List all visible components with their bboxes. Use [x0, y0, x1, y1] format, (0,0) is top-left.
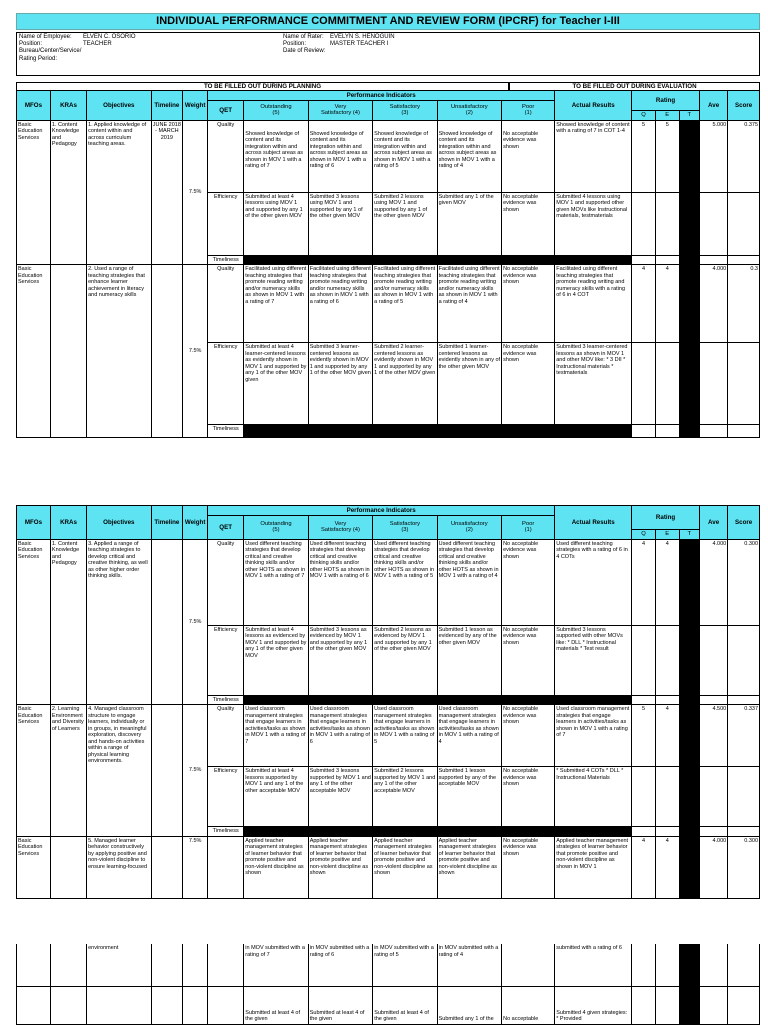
header-objectives: Objectives [87, 506, 151, 540]
quality-indicator-2: Showed knowledge of content and its integration within and across subject areas as shown in MOV 1 with a rating of 4 [437, 120, 501, 192]
efficiency-indicator-2: Submitted 1 lesson as evidenced by any of the other given MOV [437, 625, 501, 695]
quality-indicator-4: Applied teacher management strategies of learner behavior that promote positive and non-violent discipline as shown [308, 836, 372, 898]
efficiency-indicator-1: No acceptable evidence was shown [502, 767, 555, 827]
rating-q: 4 [632, 539, 656, 625]
quality-indicator-3: Applied teacher management strategies of learner behavior that promote positive and non-violent discipline as shown [373, 836, 437, 898]
header-actual-results: Actual Results [555, 506, 632, 540]
average-value: 4.000 [699, 836, 727, 898]
average-value: 4.000 [699, 539, 727, 625]
rating-t-blank [679, 705, 699, 837]
weight-cell: 7.5% [183, 705, 208, 837]
header-kras: KRAs [50, 506, 86, 540]
quality-indicator-5: Used classroom management strategies that engage learners in activities/tasks as shown in MOV 1 with a rating of 7 [244, 705, 308, 767]
rating-t-blank [679, 836, 699, 898]
objective-cell: 5. Managed learner behavior constructively by applying positive and non-violent discipline to ensure learning-focused [87, 836, 151, 898]
employee-info-box [16, 32, 760, 76]
review-date-label: Date of Review: [283, 48, 326, 55]
qet-efficiency: Efficiency [208, 343, 244, 425]
mfo-cell: Basic Education Services [17, 539, 51, 705]
efficiency-indicator-5: Submitted at least 4 learner-centered lessons as evidently shown in MOV 1 and supported by any 1 of the other MOV given [244, 343, 308, 425]
evaluation-phase-header: TO BE FILLED OUT DURING EVALUATION [509, 82, 760, 91]
efficiency-indicator-3: Submitted at least 4 of the given [373, 986, 437, 1024]
header-mfos: MFOs [17, 91, 51, 121]
quality-indicator-3: in MOV submitted with a rating of 5 [373, 944, 437, 986]
efficiency-indicator-2: Submitted 1 lesson supported by any of the acceptable MOV [437, 767, 501, 827]
qet-timeliness: Timeliness [208, 425, 244, 438]
header-timeline: Timeline [151, 506, 183, 540]
efficiency-indicator-3: Submitted 2 lessons using MOV 1 and supported by any 1 of the other given MOV [373, 192, 437, 255]
weight-cell: 7.5% [183, 265, 208, 438]
rating-e: 4 [655, 265, 679, 343]
objective-cell: environment [87, 944, 151, 986]
timeliness-bar [244, 425, 632, 438]
header-satisfactory: Satisfactory (3) [373, 101, 437, 121]
planning-phase-header: TO BE FILLED OUT DURING PLANNING [16, 82, 509, 91]
header-qet: QET [208, 516, 244, 540]
header-score: Score [728, 91, 760, 121]
quality-indicator-4: Used different teaching strategies that develop critical and creative thinking skills and/or other HOTS as shown in MOV 1 with a rating of 6 [308, 539, 372, 625]
rating-t-blank [679, 120, 699, 265]
timeline-cell [151, 705, 183, 837]
quality-indicator-5: in MOV submitted with a rating of 7 [244, 944, 308, 986]
qet-efficiency: Efficiency [208, 192, 244, 255]
bureau-label: Bureau/Center/Service/ [19, 48, 82, 55]
efficiency-indicator-1: No acceptable [502, 986, 555, 1024]
qet-quality: Quality [208, 705, 244, 767]
qet-quality: Quality [208, 265, 244, 343]
quality-indicator-5: Used different teaching strategies that develop critical and creative thinking skills and/or other HOTS as shown in MOV 1 with a rating of 7 [244, 539, 308, 625]
timeline-cell [151, 265, 183, 438]
header-poor: Poor (1) [502, 516, 555, 540]
average-value: 5.000 [699, 120, 727, 192]
timeline-cell: JUNE 2018 - MARCH 2019 [151, 120, 183, 265]
qet-timeliness: Timeliness [208, 255, 244, 265]
score-value: 0.3 [728, 265, 760, 343]
position-label: Position: [19, 41, 43, 48]
quality-indicator-4: Facilitated using different teaching strategies that promote reading writing and/or numeracy skills as shown in MOV 1 with a rating of 6 [308, 265, 372, 343]
timeliness-bar [244, 827, 632, 837]
quality-indicator-2: Used classroom management strategies that engage learners in activities/tasks as shown in MOV 1 with a rating of 4 [437, 705, 501, 767]
quality-indicator-5: Applied teacher management strategies of learner behavior that promote positive and non-violent discipline as shown [244, 836, 308, 898]
rater-info-right [283, 34, 395, 56]
header-very-satisfactory: Very Satisfactory (4) [308, 101, 372, 121]
rating-t-blank [679, 265, 699, 438]
weight-cell: 7.5% [183, 120, 208, 265]
header-objectives: Objectives [87, 91, 151, 121]
rating-e: 4 [655, 539, 679, 625]
rater-position-value: MASTER TEACHER I [330, 41, 389, 48]
header-qet: QET [208, 101, 244, 121]
qet-quality: Quality [208, 120, 244, 192]
rater-position-label: Position: [283, 41, 307, 48]
objective-cell: 1. Applied knowledge of content within and across curriculum teaching areas. [87, 120, 151, 265]
quality-indicator-2: in MOV submitted with a rating of 4 [437, 944, 501, 986]
quality-indicator-2: Used different teaching strategies that develop critical and creative thinking skills and/or other HOTS as shown in MOV 1 with a rating of 4 [437, 539, 501, 625]
efficiency-actual-result: Submitted 4 lessons using MOV 1 and supported other given MOVs like Instructional materials, testmaterials [555, 192, 632, 255]
rater-label: Name of Rater: [283, 34, 324, 40]
quality-actual-result: submitted with a rating of 6 [555, 944, 632, 986]
efficiency-actual-result: Submitted 3 learner-centered lessons as shown in MOV 1 and other MOV like: * 3 DII * Instructional materials * testmaterials [555, 343, 632, 425]
kra-cell: 1. Content Knowledge and Pedagogy [50, 120, 86, 265]
mfo-cell: Basic Education Services [17, 836, 51, 898]
rating-q: 4 [632, 836, 656, 898]
score-value: 0.300 [728, 539, 760, 625]
quality-actual-result: Showed knowledge of content with a rating of 7 in COT 1-4 [555, 120, 632, 192]
quality-actual-result: Used classroom management strategies that engage learners in activities/tasks as shown in MOV 1 with a rating of 7 [555, 705, 632, 767]
efficiency-indicator-2: Submitted any 1 of the [437, 986, 501, 1024]
header-t: T [679, 530, 699, 540]
timeliness-bar [244, 695, 632, 705]
efficiency-indicator-5: Submitted at least 4 of the given [244, 986, 308, 1024]
header-unsatisfactory: Unsatisfactory (2) [437, 516, 501, 540]
qet-efficiency: Efficiency [208, 767, 244, 827]
qet-efficiency: Efficiency [208, 625, 244, 695]
header-timeline: Timeline [151, 91, 183, 121]
header-e: E [655, 530, 679, 540]
employee-label: Name of Employee: [19, 34, 72, 40]
efficiency-indicator-3: Submitted 2 lessons supported by MOV 1 and any 1 of the other acceptable MOV [373, 767, 437, 827]
header-mfos: MFOs [17, 506, 51, 540]
efficiency-indicator-5: Submitted at least 4 lessons supported by MOV 1 and any 1 of the other acceptable MOV [244, 767, 308, 827]
timeline-cell [151, 539, 183, 705]
ipcrf-table-2 [16, 505, 760, 899]
efficiency-indicator-2: Submitted 1 learner-centered lessons as evidently shown in any of the other given MOV [437, 343, 501, 425]
quality-indicator-4: Showed knowledge of content and its integration within and across subject areas as shown in MOV 1 with a rating of 6 [308, 120, 372, 192]
efficiency-indicator-4: Submitted 3 lessons using MOV 1 and supported by any 1 of the other given MOV [308, 192, 372, 255]
quality-indicator-5: Facilitated using different teaching strategies that promote reading writing and/or numeracy skills as shown in MOV 1 with a rating of 7 [244, 265, 308, 343]
qet-timeliness: Timeliness [208, 695, 244, 705]
rating-e: 5 [655, 120, 679, 192]
quality-indicator-4: Used classroom management strategies that engage learners in activities/tasks as shown in MOV 1 with a rating of 6 [308, 705, 372, 767]
header-q: Q [632, 530, 656, 540]
kra-cell: 1. Content Knowledge and Pedagogy [50, 539, 86, 705]
quality-indicator-1: No acceptable evidence was shown [502, 539, 555, 625]
ipcrf-table-continuation [16, 944, 760, 1025]
weight-cell: 7.5% [183, 539, 208, 705]
quality-indicator-1: No acceptable evidence was shown [502, 836, 555, 898]
header-ave: Ave [699, 91, 727, 121]
rating-t-blank [679, 944, 699, 1024]
efficiency-actual-result: Submitted 4 given strategies: * Provided [555, 986, 632, 1024]
rating-e: 4 [655, 836, 679, 898]
header-rating: Rating [632, 506, 700, 530]
header-poor: Poor (1) [502, 101, 555, 121]
header-actual-results: Actual Results [555, 91, 632, 121]
rating-q: 5 [632, 120, 656, 192]
header-t: T [679, 111, 699, 121]
score-value: 0.300 [728, 836, 760, 898]
header-outstanding: Outstanding (5) [244, 101, 308, 121]
kra-cell: 2. Learning Environment and Diversity of Learners [50, 705, 86, 837]
efficiency-indicator-1: No acceptable evidence was shown [502, 343, 555, 425]
employee-value: ELVEN C. OSORIO [83, 34, 136, 40]
efficiency-indicator-4: Submitted at least 4 of the given [308, 986, 372, 1024]
employee-info-left [19, 34, 136, 63]
header-q: Q [632, 111, 656, 121]
ipcrf-table-1 [16, 90, 760, 438]
quality-indicator-1: No acceptable evidence was shown [502, 265, 555, 343]
header-weight: Weight [183, 91, 208, 121]
score-value: 0.337 [728, 705, 760, 767]
qet-empty [208, 836, 244, 898]
qet-timeliness: Timeliness [208, 827, 244, 837]
quality-indicator-2: Applied teacher management strategies of learner behavior that promote positive and non-violent discipline as shown [437, 836, 501, 898]
efficiency-indicator-5: Submitted at least 4 lessons using MOV 1 and supported by any 1 of the other given MOV [244, 192, 308, 255]
average-value: 4.000 [699, 265, 727, 343]
header-performance-indicators: Performance Indicators [208, 91, 555, 101]
efficiency-indicator-2: Submitted any 1 of the given MOV [437, 192, 501, 255]
header-unsatisfactory: Unsatisfactory (2) [437, 101, 501, 121]
efficiency-indicator-3: Submitted 2 learner-centered lessons as evidently shown in MOV 1 and supported by any 1 of the other MOV given [373, 343, 437, 425]
efficiency-indicator-5: Submitted at least 4 lessons as evidenced by MOV 1 and supported by any 1 of the other given MOV [244, 625, 308, 695]
timeline-cell [151, 836, 183, 898]
mfo-cell: Basic Education Services [17, 120, 51, 265]
quality-indicator-1: No acceptable evidence was shown [502, 120, 555, 192]
kra-cell [50, 836, 86, 898]
objective-cell: 3. Applied a range of teaching strategies to develop critical and creative thinking, as well as other higher order thinking skills. [87, 539, 151, 705]
timeliness-bar [244, 255, 632, 265]
efficiency-indicator-3: Submitted 2 lessons as evidenced by MOV 1 and supported by any 1 of the other given MOV [373, 625, 437, 695]
header-very-satisfactory: Very Satisfactory (4) [308, 516, 372, 540]
rating-e: 4 [655, 705, 679, 767]
form-title: INDIVIDUAL PERFORMANCE COMMITMENT AND REVIEW FORM (IPCRF) for Teacher I-III [16, 13, 760, 30]
objective-cell: 4. Managed classroom structure to engage learners, individually or in groups, in meaningful exploration, discovery and hands-on activities within a range of physical learning environments. [87, 705, 151, 837]
efficiency-indicator-4: Submitted 3 learner-centered lessons as evidently shown in MOV 1 and supported by any 1 of the other MOV given [308, 343, 372, 425]
efficiency-indicator-4: Submitted 3 lessons as evidenced by MOV 1 and supported by any 1 of the other given MOV [308, 625, 372, 695]
header-ave: Ave [699, 506, 727, 540]
quality-indicator-5: Showed knowledge of content and its integration within and across subject areas as shown in MOV 1 with a rating of 7 [244, 120, 308, 192]
header-weight: Weight [183, 506, 208, 540]
header-outstanding: Outstanding (5) [244, 516, 308, 540]
kra-cell [50, 265, 86, 438]
quality-actual-result: Facilitated using different teaching strategies that promote reading writing and numeracy skills with a rating of 6 in 4 COT [555, 265, 632, 343]
quality-actual-result: Applied teacher management strategies of learner behavior that promote positive and non-violent discipline as shown in MOV 1 [555, 836, 632, 898]
efficiency-actual-result: * Submitted 4 COTs * DLL * Instructional Materials [555, 767, 632, 827]
header-satisfactory: Satisfactory (3) [373, 516, 437, 540]
quality-indicator-3: Used different teaching strategies that develop critical and creative thinking skills and/or other HOTS as shown in MOV 1 with a rating of 5 [373, 539, 437, 625]
quality-actual-result: Used different teaching strategies with a rating of 6 in 4 COTs [555, 539, 632, 625]
efficiency-actual-result: Submitted 3 lessons supported with other MOVs like: * DLL * Instructional materials * Test result [555, 625, 632, 695]
mfo-cell: Basic Education Services [17, 265, 51, 438]
header-kras: KRAs [50, 91, 86, 121]
objective-cell: 2. Used a range of teaching strategies that enhance learner achievement in literacy and numeracy skills [87, 265, 151, 438]
quality-indicator-3: Facilitated using different teaching strategies that promote reading writing and/or numeracy skills as shown in MOV 1 with a rating of 5 [373, 265, 437, 343]
rating-q: 4 [632, 265, 656, 343]
rating-q: 5 [632, 705, 656, 767]
quality-indicator-3: Showed knowledge of content and its integration within and across subject areas as shown in MOV 1 with a rating of 5 [373, 120, 437, 192]
rating-period-label: Rating Period: [19, 55, 58, 62]
header-e: E [655, 111, 679, 121]
position-value: TEACHER [83, 41, 112, 48]
efficiency-indicator-1: No acceptable evidence was shown [502, 625, 555, 695]
efficiency-indicator-4: Submitted 3 lessons supported by MOV 1 and any 1 of the other acceptable MOV [308, 767, 372, 827]
quality-indicator-3: Used classroom management strategies that engage learners in activities/tasks as shown in MOV 1 with a rating of 5 [373, 705, 437, 767]
header-performance-indicators: Performance Indicators [208, 506, 555, 516]
header-rating: Rating [632, 91, 700, 111]
score-value: 0.375 [728, 120, 760, 192]
qet-quality: Quality [208, 539, 244, 625]
quality-indicator-1: No acceptable evidence was shown [502, 705, 555, 767]
quality-indicator-2: Facilitated using different teaching strategies that promote reading writing and/or numeracy skills as shown in MOV 1 with a rating of 4 [437, 265, 501, 343]
rater-value: EVELYN S. HENOGUIN [330, 34, 395, 40]
header-score: Score [728, 506, 760, 540]
quality-indicator-4: in MOV submitted with a rating of 6 [308, 944, 372, 986]
efficiency-indicator-1: No acceptable evidence was shown [502, 192, 555, 255]
weight-cell: 7.5% [183, 836, 208, 898]
average-value: 4.500 [699, 705, 727, 767]
rating-t-blank [679, 539, 699, 705]
mfo-cell: Basic Education Services [17, 705, 51, 837]
